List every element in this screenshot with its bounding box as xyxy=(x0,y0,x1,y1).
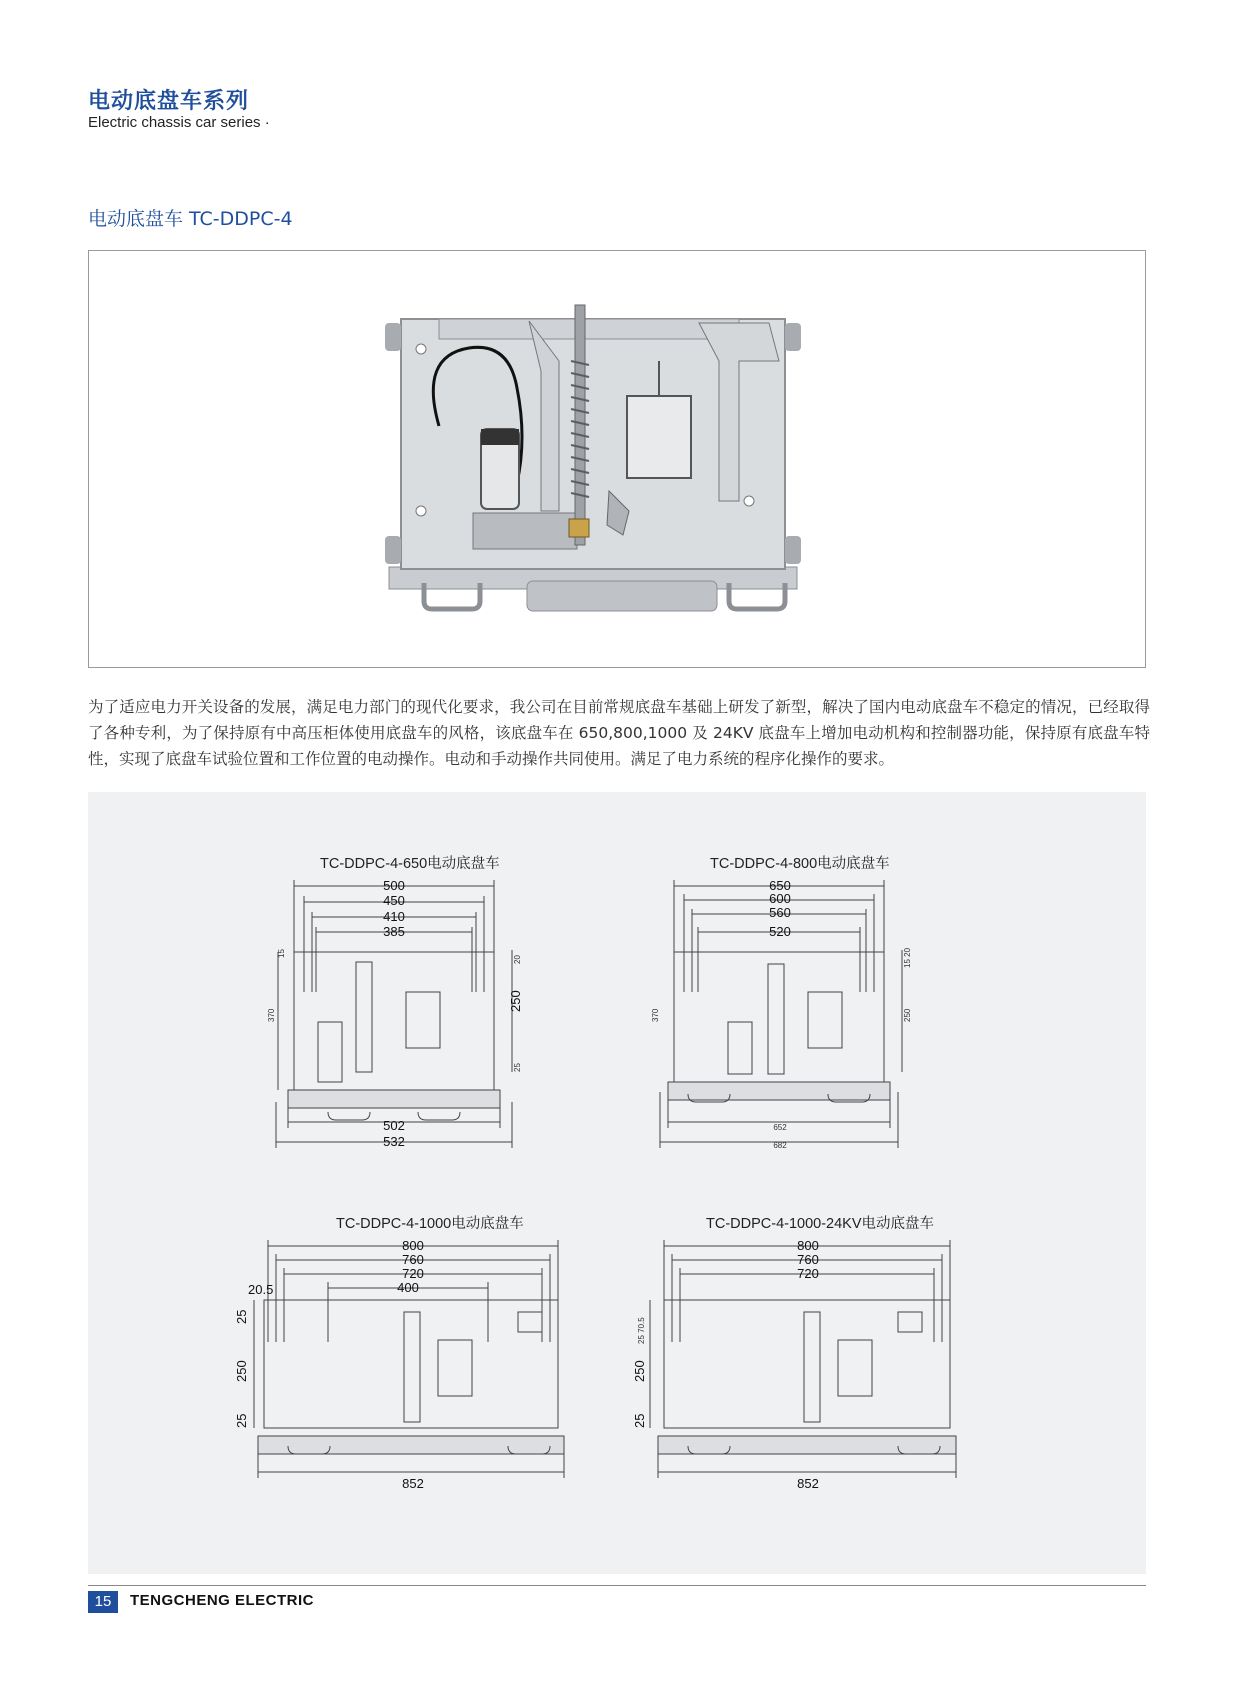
dim-800-682: 682 xyxy=(773,1141,787,1150)
dim-650-450: 450 xyxy=(383,893,405,908)
dim-650-410: 410 xyxy=(383,909,405,924)
drawing-title-1000-24kv: TC-DDPC-4-1000-24KV电动底盘车 xyxy=(706,1216,935,1232)
section-title: 电动底盘车系列 xyxy=(88,89,250,114)
product-photo-frame xyxy=(88,250,1146,668)
dim-1000-25-top: 25 xyxy=(234,1309,249,1324)
page-number: 15 xyxy=(88,1591,118,1613)
dim-800-600: 600 xyxy=(769,891,791,906)
product-title: 电动底盘车 TC-DDPC-4 xyxy=(88,208,293,230)
drawing-800 xyxy=(651,872,938,1168)
dim-24kv-25-70-5: 25 70.5 xyxy=(637,1317,646,1344)
drawing-1000-24kv xyxy=(628,1232,968,1552)
dim-24kv-760: 760 xyxy=(797,1252,819,1267)
dim-800-650: 650 xyxy=(769,878,791,893)
dim-24kv-720: 720 xyxy=(797,1266,819,1281)
footer-divider xyxy=(88,1585,1146,1586)
dim-650-20: 20 xyxy=(513,955,522,964)
dim-24kv-25: 25 xyxy=(632,1413,647,1428)
dim-650-25: 25 xyxy=(513,1063,522,1072)
dim-650-15: 15 xyxy=(277,949,286,958)
dim-650-532: 532 xyxy=(383,1134,405,1149)
dim-650-500: 500 xyxy=(383,878,405,893)
dimension-drawings-panel xyxy=(88,792,1146,1574)
dim-800-652: 652 xyxy=(773,1123,787,1132)
dim-24kv-250: 250 xyxy=(632,1360,647,1382)
section-subtitle: Electric chassis car series · xyxy=(88,114,270,131)
drawing-title-650: TC-DDPC-4-650电动底盘车 xyxy=(320,856,500,872)
dim-1000-20-5: 20.5 xyxy=(248,1282,274,1297)
drawing-650 xyxy=(268,872,528,1168)
drawing-title-800: TC-DDPC-4-800电动底盘车 xyxy=(710,856,890,872)
dim-650-385: 385 xyxy=(383,924,405,939)
dim-650-370: 370 xyxy=(267,1008,276,1022)
dim-1000-852: 852 xyxy=(402,1476,424,1491)
drawing-title-1000: TC-DDPC-4-1000电动底盘车 xyxy=(336,1216,524,1232)
dim-1000-400: 400 xyxy=(397,1280,419,1295)
dim-800-560: 560 xyxy=(769,905,791,920)
product-description: 为了适应电力开关设备的发展，满足电力部门的现代化要求，我公司在目前常规底盘车基础上研发了新型，解决了国内电动底盘车不稳定的情况，已经取得了各种专利，为了保持原有中高压柜体使用底盘车的风格，该底盘车在 650,800,1000 及 24KV 底盘车上增加电动机构和控制器功能，保持原有底盘车特性，实现了底盘车试验位置和工作位置的电动操作。电动和手动操作共同使用。满足了电力系统的程序化操作的要求。 xyxy=(88,698,1150,768)
dim-1000-800: 800 xyxy=(402,1238,424,1253)
dim-1000-25-bottom: 25 xyxy=(234,1413,249,1428)
dim-1000-720: 720 xyxy=(402,1266,424,1281)
drawing-1000 xyxy=(218,1232,558,1552)
dim-800-520: 520 xyxy=(769,924,791,939)
dim-24kv-800: 800 xyxy=(797,1238,819,1253)
dim-1000-250: 250 xyxy=(234,1360,249,1382)
dim-800-370: 370 xyxy=(651,1008,660,1022)
product-photo xyxy=(89,251,1145,667)
dim-1000-760: 760 xyxy=(402,1252,424,1267)
brand-name: TENGCHENG ELECTRIC xyxy=(130,1592,315,1609)
dim-800-250: 250 xyxy=(903,1008,912,1022)
dim-24kv-852: 852 xyxy=(797,1476,819,1491)
dim-650-502: 502 xyxy=(383,1118,405,1133)
dim-650-250: 250 xyxy=(508,990,523,1012)
dim-800-15-20: 15 20 xyxy=(903,947,912,968)
